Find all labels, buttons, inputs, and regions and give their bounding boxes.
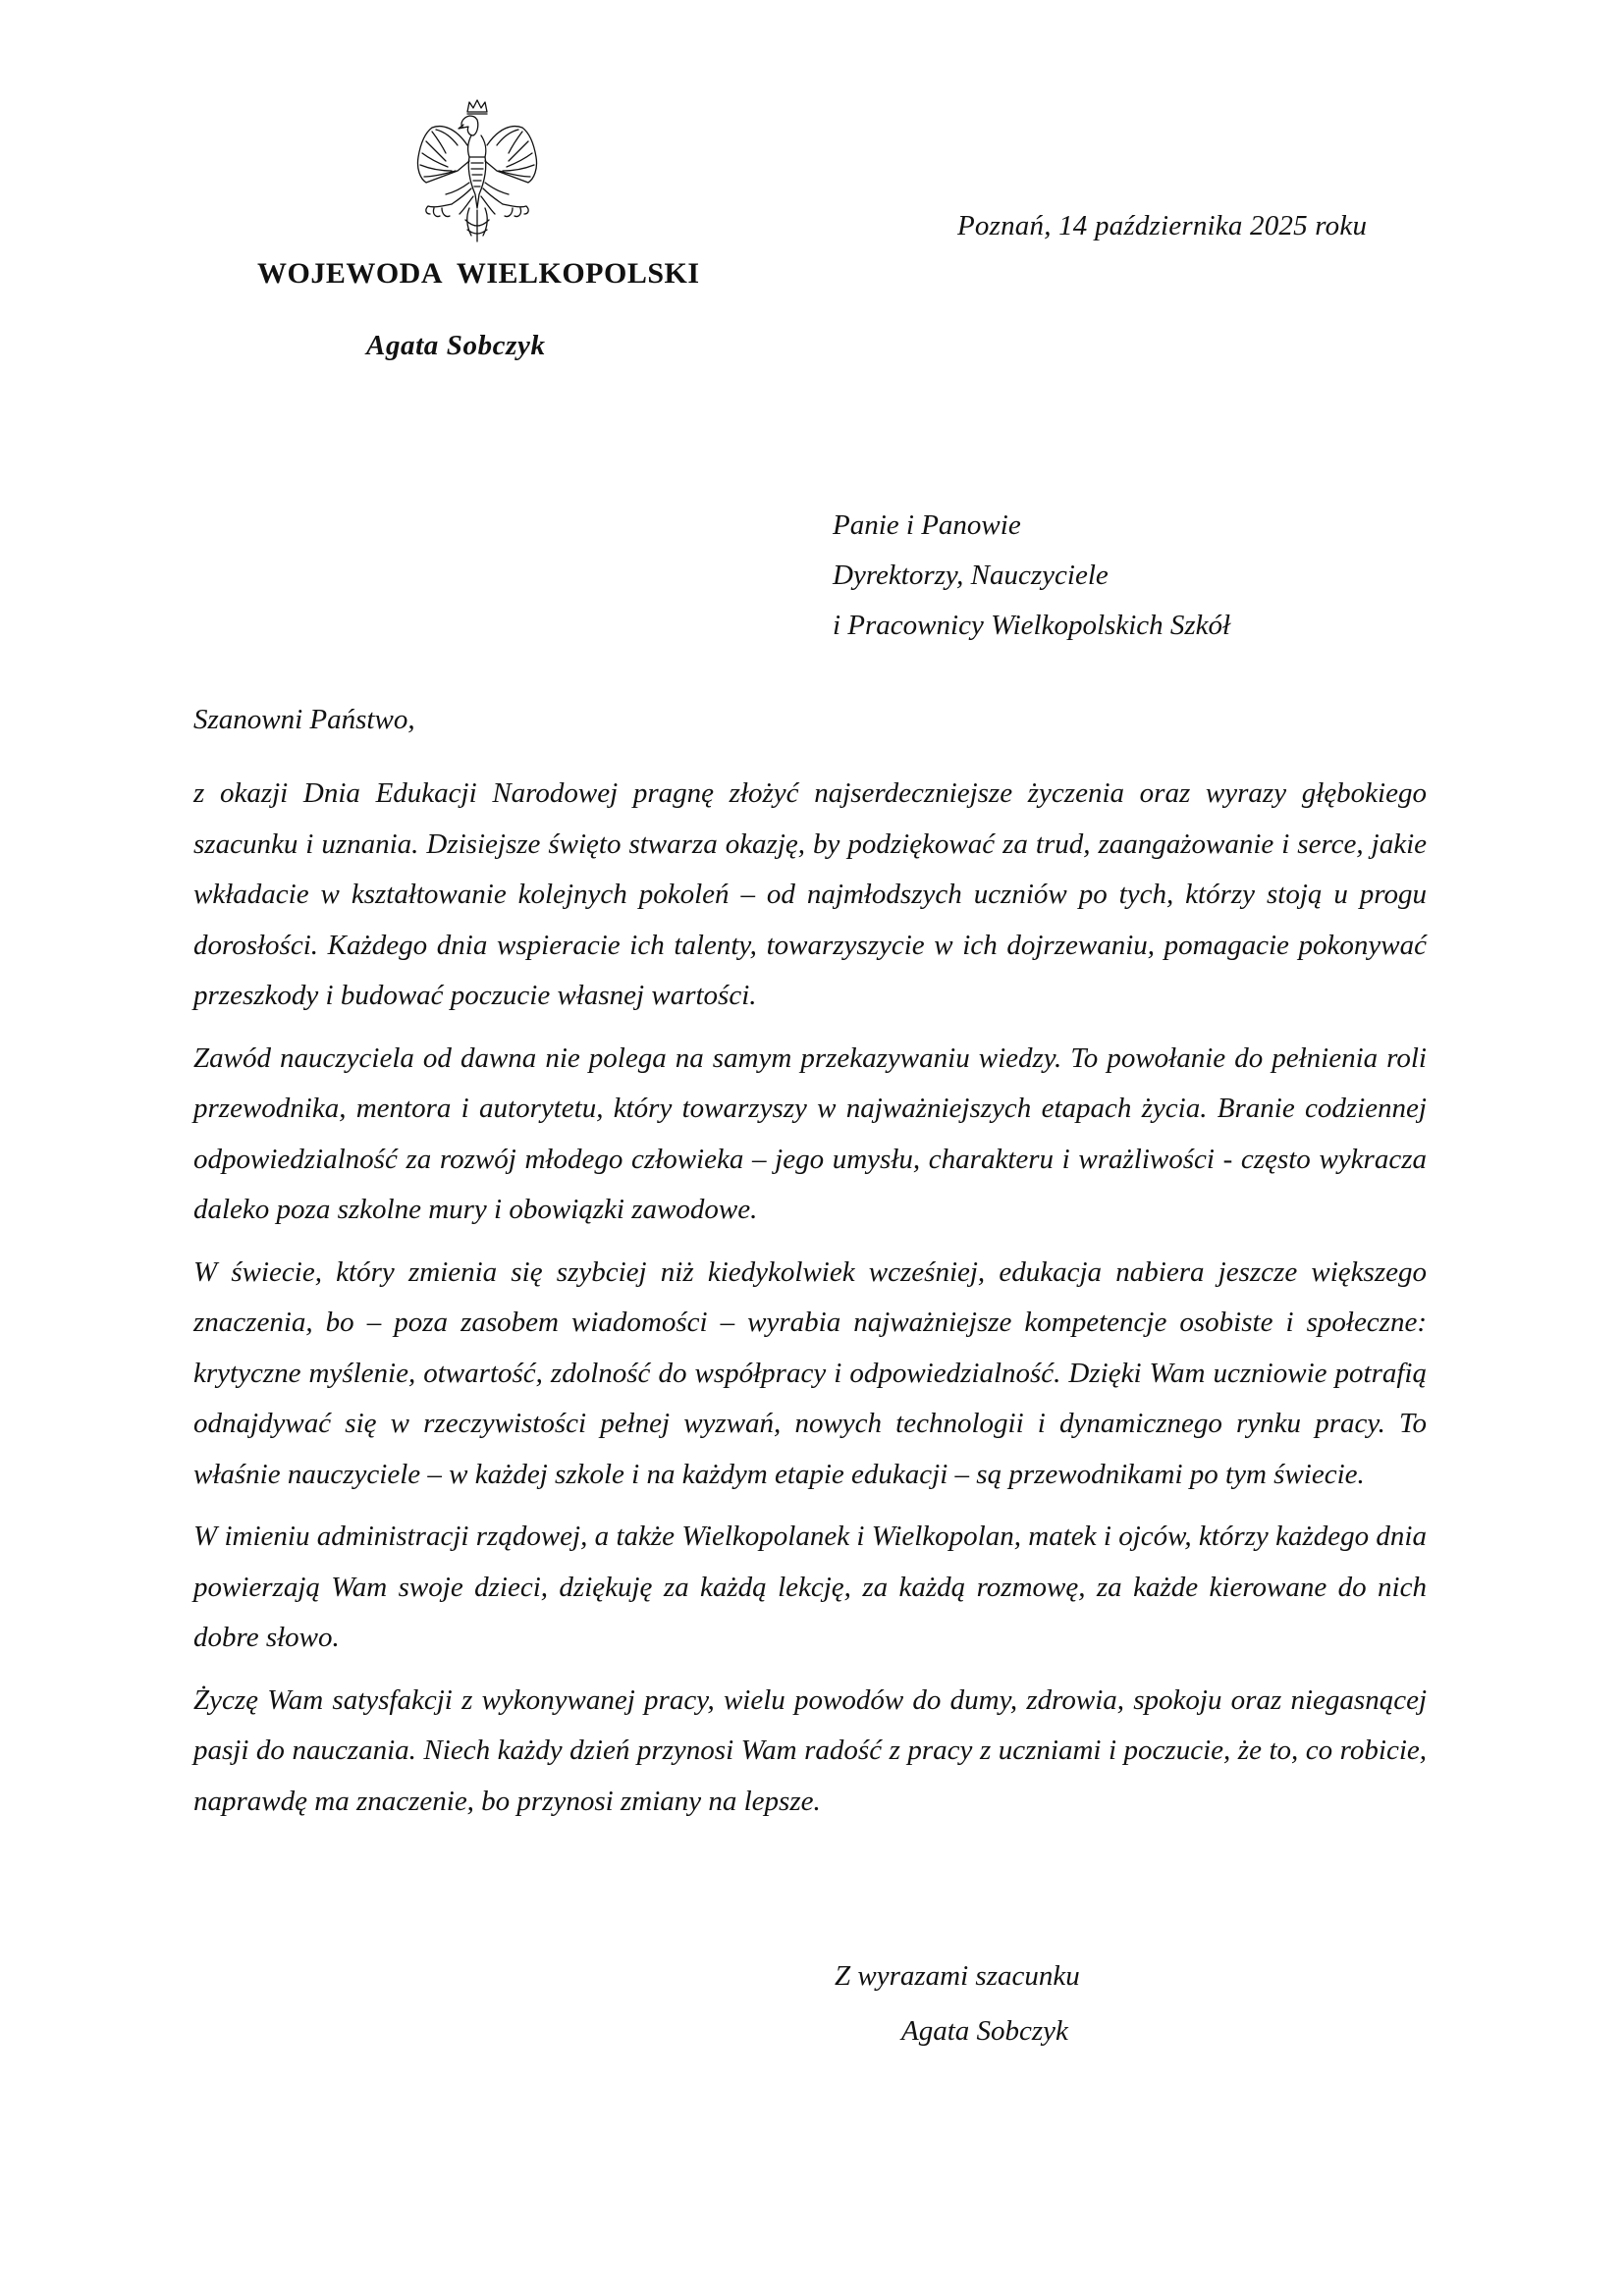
signature-name: Agata Sobczyk <box>901 2015 1068 2047</box>
body-paragraph: Życzę Wam satysfakcji z wykonywanej pracy, wielu powodów do dumy, zdrowia, spokoju oraz niegasnącej pasji do nauczania. Niech każdy dzień przynosi Wam radość z pracy z uczniami i poczucie, że to, co robicie, naprawdę ma znaczenie, bo przynosi zmiany na lepsze. <box>193 1683 1427 1817</box>
body-paragraph: W świecie, który zmienia się szybciej niż kiedykolwiek wcześniej, edukacja nabiera jeszcze większego znaczenia, bo – poza zasobem wiadomości – wyrabia najważniejsze kompetencje osobiste i społeczne: krytyczne myślenie, otwartość, zdolność do współpracy i odpowiedzialność. Dzięki Wam uczniowie potrafią odnajdywać się w rzeczywistości pełnej wyzwań, nowych technologii i dynamicznego rynku pracy. To właśnie nauczyciele – w każdej szkole i na każdym etapie edukacji – są przewodnikami po tym świecie. <box>193 1255 1427 1490</box>
recipient-line: Dyrektorzy, Nauczyciele <box>833 560 1109 591</box>
recipient-line: Panie i Panowie <box>833 509 1021 541</box>
issuing-office-title: WOJEWODA WIELKOPOLSKI <box>257 257 700 290</box>
date-line: Poznań, 14 października 2025 roku <box>957 210 1368 241</box>
closing-phrase: Z wyrazami szacunku <box>835 1960 1080 1992</box>
body-paragraph: W imieniu administracji rządowej, a także Wielkopolanek i Wielkopolan, matek i ojców, którzy każdego dnia powierzają Wam swoje dzieci, dziękuję za każdą lekcję, za każdą rozmowę, za każde kierowane do nich dobre słowo. <box>193 1521 1427 1653</box>
recipient-line: i Pracownicy Wielkopolskich Szkół <box>833 610 1231 641</box>
body-paragraph: Zawód nauczyciela od dawna nie polega na samym przekazywaniu wiedzy. To powołanie do pełnienia roli przewodnika, mentora i autorytetu, który towarzyszy w najważniejszych etapach życia. Branie codziennej odpowiedzialność za rozwój młodego człowieka – jego umysłu, charakteru i wrażliwości - często wykracza daleko poza szkolne mury i obowiązki zawodowe. <box>193 1041 1427 1225</box>
letter-body <box>193 769 1427 1839</box>
polish-eagle-emblem-icon <box>412 98 542 243</box>
recipient-block <box>833 501 1230 651</box>
salutation: Szanowni Państwo, <box>193 704 415 735</box>
body-paragraph: z okazji Dnia Edukacji Narodowej pragnę złożyć najserdeczniejsze życzenia oraz wyrazy głębokiego szacunku i uznania. Dzisiejsze święto stwarza okazję, by podziękować za trud, zaangażowanie i serce, jakie wkładacie w kształtowanie kolejnych pokoleń – od najmłodszych uczniów po tych, którzy stoją u progu dorosłości. Każdego dnia wspieracie ich talenty, towarzyszycie w ich dojrzewaniu, pomagacie pokonywać przeszkody i budować poczucie własnej wartości. <box>193 777 1427 1011</box>
official-name: Agata Sobczyk <box>366 330 546 361</box>
